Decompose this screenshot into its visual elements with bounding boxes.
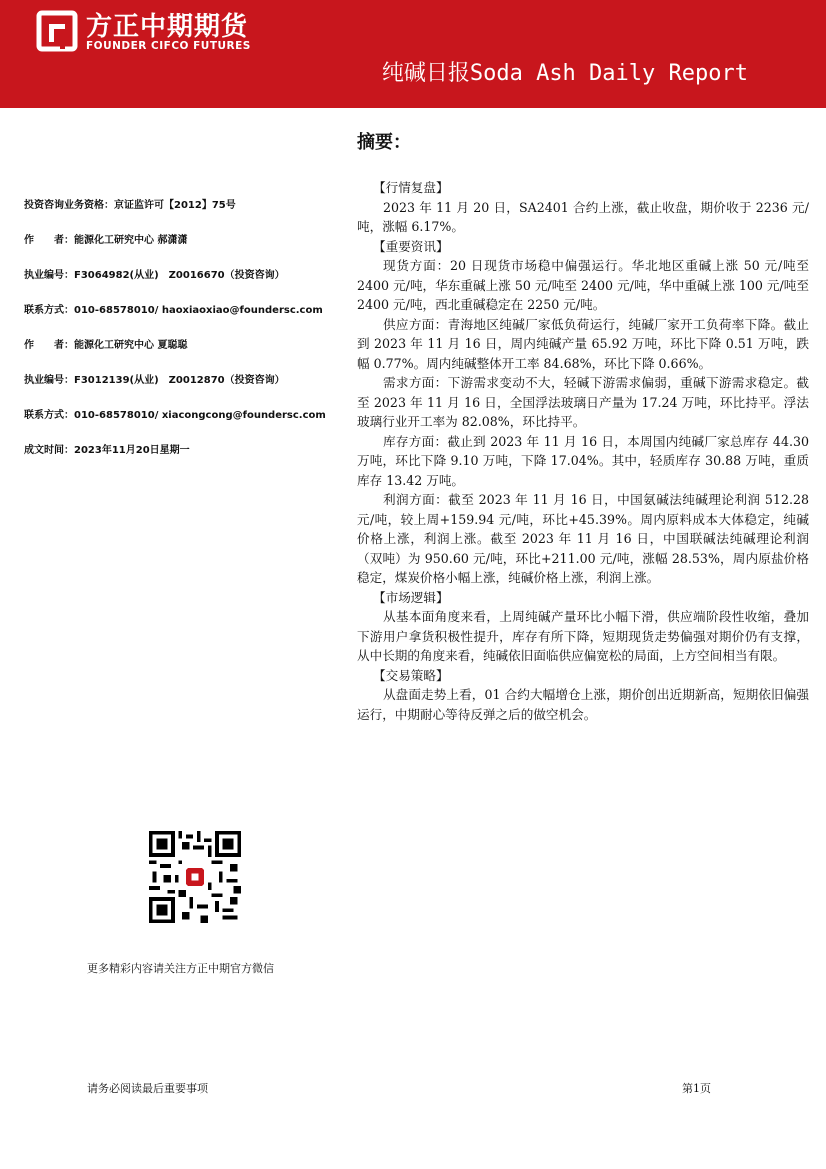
author-line: 作 者：能源化工研究中心 夏聪聪: [24, 340, 188, 351]
date-line: 成文时间：2023年11月20日星期一: [24, 445, 190, 456]
abstract-body: [357, 178, 809, 724]
footer-disclaimer: 请务必阅读最后重要事项: [87, 1082, 208, 1095]
section-heading: 【重要资讯】: [373, 238, 449, 254]
report-title: 纯碱日报Soda Ash Daily Report: [381, 61, 748, 86]
author-info: [24, 198, 344, 478]
paragraph: 现货方面：20 日现货市场稳中偏强运行。华北地区重碱上涨 50 元/吨至 2400 元/吨，华东重碱上涨 50 元/吨至 2400 元/吨，华中重碱上涨 100 元/吨至 2400 元/吨，西北重碱稳定在 2250 元/吨。: [357, 258, 809, 312]
qr-caption: 更多精彩内容请关注方正中期官方微信: [87, 962, 274, 975]
license-number-line: 执业编号：F3012139(从业) Z0012870（投资咨询）: [24, 375, 285, 386]
qr-code-icon[interactable]: [149, 831, 241, 923]
license-line: 投资咨询业务资格：京证监许可【2012】75号: [24, 200, 236, 211]
paragraph: 从基本面角度来看，上周纯碱产量环比小幅下滑，供应端阶段性收缩，叠加下游用户拿货积极性提升，库存有所下降，短期现货走势偏强对期价仍有支撑，从中长期的角度来看，纯碱依旧面临供应偏宽松的局面，上方空间相当有限。: [357, 609, 809, 663]
paragraph: 从盘面走势上看，01 合约大幅增仓上涨，期价创出近期新高，短期依旧偏强运行，中期耐心等待反弹之后的做空机会。: [357, 687, 809, 722]
paragraph: 需求方面：下游需求变动不大，轻碱下游需求偏弱，重碱下游需求稳定。截至 2023 年 11 月 16 日，全国浮法玻璃日产量为 17.24 万吨，环比持平。浮法玻璃行业开工率为 82.08%，环比持平。: [357, 375, 809, 429]
contact-line: 联系方式：010-68578010/ xiacongcong@foundersc.com: [24, 410, 326, 421]
paragraph: 利润方面：截至 2023 年 11 月 16 日，中国氨碱法纯碱理论利润 512.28 元/吨，较上周+159.94 元/吨，环比+45.39%。周内原料成本大体稳定，纯碱价格上涨，利润上涨。截至 2023 年 11 月 16 日，中国联碱法纯碱理论利润（双吨）为 950.60 元/吨，环比+211.00 元/吨，涨幅 28.53%，周内原盐价格稳定，煤炭价格小幅上涨，纯碱价格上涨，利润上涨。: [357, 492, 809, 585]
section-heading: 【行情复盘】: [373, 180, 449, 195]
paragraph: 2023 年 11 月 20 日，SA2401 合约上涨，截止收盘，期价收于 2236 元/吨，涨幅 6.17%。: [357, 199, 809, 234]
section-heading: 【市场逻辑】: [373, 589, 449, 605]
license-number-line: 执业编号：F3064982(从业) Z0016670（投资咨询）: [24, 270, 285, 281]
page-number: 第1页: [682, 1082, 711, 1095]
founder-logo-icon: [36, 10, 78, 52]
paragraph: 供应方面：青海地区纯碱厂家低负荷运行，纯碱厂家开工负荷率下降。截止到 2023 年 11 月 16 日，周内纯碱产量 65.92 万吨，环比下降 0.51 万吨，跌幅 0.77%。周内纯碱整体开工率 84.68%，环比下降 0.66%。: [357, 316, 809, 371]
section-heading: 【交易策略】: [373, 667, 449, 683]
paragraph: 库存方面：截止到 2023 年 11 月 16 日，本周国内纯碱厂家总库存 44.30 万吨，环比下降 9.10 万吨，下降 17.04%。其中，轻质库存 30.88 万吨，重质库存 13.42 万吨。: [357, 433, 809, 488]
logo-cn-text: 方正中期期货: [86, 12, 249, 42]
author-line: 作 者：能源化工研究中心 郝潇潇: [24, 235, 188, 246]
contact-line: 联系方式：010-68578010/ haoxiaoxiao@foundersc.com: [24, 305, 323, 316]
report-header: [0, 0, 826, 108]
abstract-title: 摘要：: [357, 132, 411, 153]
logo-en-text: FOUNDER CIFCO FUTURES: [86, 40, 251, 52]
